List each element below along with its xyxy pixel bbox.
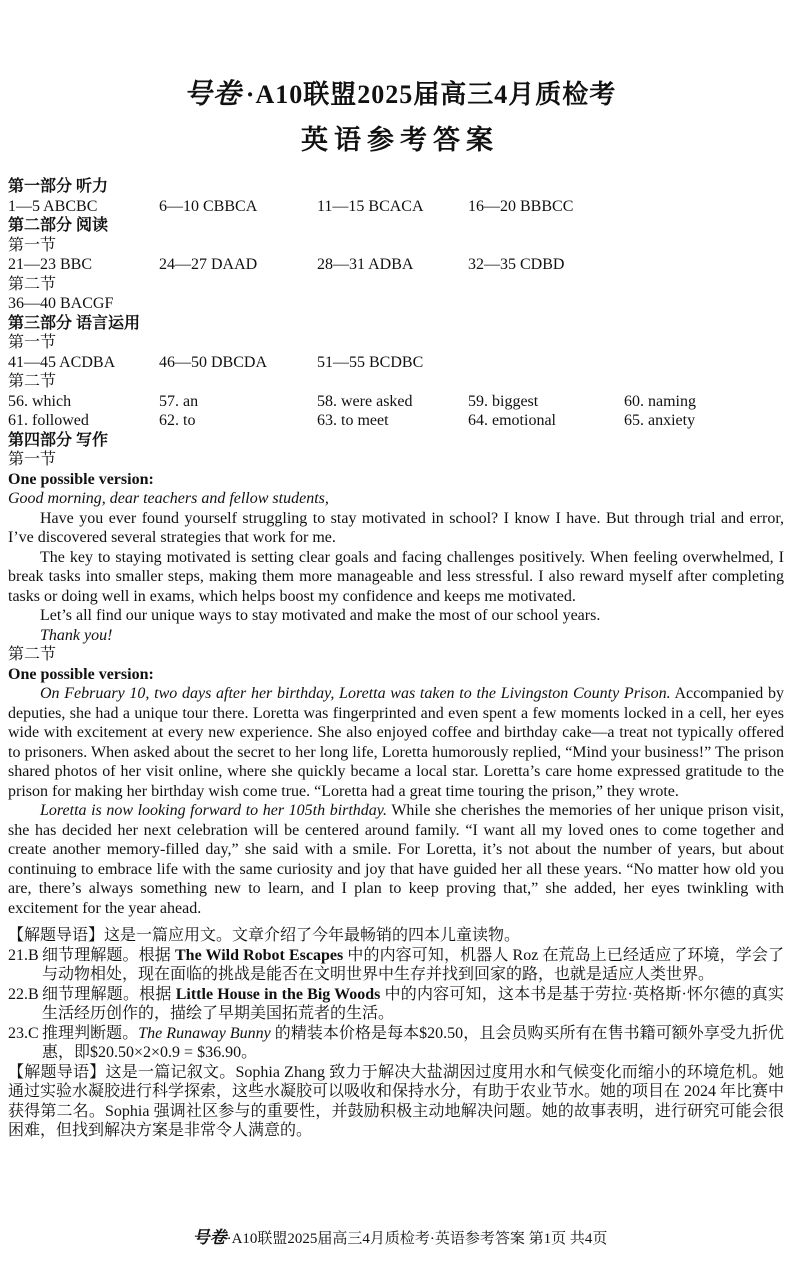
part4-heading: 第四部分 写作 xyxy=(8,431,109,449)
part3-heading: 第三部分 语言运用 xyxy=(8,314,141,332)
story-paragraph xyxy=(8,684,784,801)
part2-section2-label: 第二节 xyxy=(8,275,57,293)
answer-group: 11—15 BCACA xyxy=(317,197,424,215)
fill-answer: 59. biggest xyxy=(468,392,539,410)
page-footer xyxy=(0,1223,800,1248)
book-title: The Runaway Bunny xyxy=(138,1024,271,1042)
speech-paragraph: Let’s all find our unique ways to stay motivated and make the most of our school years. xyxy=(40,607,601,624)
answer-group: 46—50 DBCDA xyxy=(159,353,268,371)
fill-answer: 56. which xyxy=(8,392,72,410)
answer-key-title: 英语参考答案 xyxy=(301,125,499,155)
question-number: 23.C xyxy=(8,1024,39,1042)
part3-section1-answers xyxy=(8,353,784,373)
part2-section2-answer: 36—40 BACGF xyxy=(8,295,114,312)
part2-section1-label: 第一节 xyxy=(8,236,57,254)
explanation-body: 中的内容可知，这本书是基于劳拉·英格斯·怀尔德的真实生活经历创作的，描绘了早期美国拓荒者的生活。 xyxy=(42,985,784,1022)
speech-paragraph: The key to staying motivated is setting clear goals and facing challenges positively. When feeling overwhelmed, I break tasks into smaller steps, making them more manageable and less stressful. I also reward myself after completing tasks or doing well in exams, which helps boost my confidence and keeps me motivated. xyxy=(8,548,784,605)
version-label: One possible version: xyxy=(8,470,154,488)
fill-answer: 60. naming xyxy=(624,392,696,410)
explanation-body: 中的内容可知，机器人 Roz 在荒岛上已经适应了环境，学会了与动物相处，现在面临的挑战是能否在文明世界中生存并找到回家的路，也就是适应人类世界。 xyxy=(42,946,784,983)
part2-heading: 第二部分 阅读 xyxy=(8,217,109,234)
speech-closing: Thank you! xyxy=(40,626,113,644)
answer-group: 21—23 BBC xyxy=(8,256,93,273)
footer-text: ·A10联盟2025届高三4月质检考·英语参考答案 第1页 共4页 xyxy=(226,1231,608,1247)
fill-answer: 61. followed xyxy=(8,412,89,429)
question-number: 21.B xyxy=(8,946,39,964)
story-lead-sentence: On February 10, two days after her birthday, Loretta was taken to the Livingston County Prison. xyxy=(40,685,671,702)
book-title: The Wild Robot Escapes xyxy=(175,946,344,964)
answer-group: 24—27 DAAD xyxy=(159,256,258,273)
part1-heading: 第一部分 听力 xyxy=(8,178,109,195)
answer-group: 1—5 ABCBC xyxy=(8,197,98,215)
fill-answer: 58. were asked xyxy=(317,392,413,410)
part2-section1-answers xyxy=(8,255,784,275)
explanation-21 xyxy=(8,946,784,985)
explanation-text xyxy=(42,946,784,985)
explanation-prefix: 细节理解题。根据 xyxy=(42,985,176,1003)
page-header xyxy=(0,72,800,157)
part4-section1-label: 第一节 xyxy=(8,451,57,468)
part3-section1-label: 第一节 xyxy=(8,334,57,351)
answer-group: 32—35 CDBD xyxy=(468,256,565,273)
explanation-22 xyxy=(8,985,784,1024)
story-paragraph xyxy=(8,801,784,918)
story-text: While she cherishes the memories of her unique prison visit, she has decided her next celebration will be centered around family. “I want all my loved ones to come together and create another memory-filled day,” she said with a smile. For Loretta, it’s not about the number of years, but about continuing to embrace life with the same curiosity and joy that have guided her all these years. “No matter how old you are, there’s always something new to learn, and I plan to keep proving that,” she added, her eyes twinkling with excitement for the year ahead. xyxy=(8,802,785,917)
speech-paragraph: Have you ever found yourself struggling to stay motivated in school? I know I have. But through trial and error, I’ve discovered several strategies that work for me. xyxy=(8,509,784,546)
story-text: Accompanied by deputies, she had a unique tour there. Loretta was fingerprinted and even spent a few moments locked in a cell, her eyes wide with excitement at every new experience. She also enjoyed coffee and birthday cake—a treat not typically offered to prisoners. When asked about the secret to her long life, Loretta humorously replied, “Mind your business!” The prison shared photos of her visit online, where she quickly became a local star. Loretta’s care home expressed gratitude to the prison for making her birthday wish come true. “Loretta had a great time touring the prison,” they wrote. xyxy=(8,685,785,800)
answer-group: 51—55 BCDBC xyxy=(317,353,424,371)
reading-guide: 【解题导语】这是一篇记叙文。Sophia Zhang 致力于解决大盐湖因过度用水和气候变化而缩小的环境危机。她通过实验水凝胶进行科学探索，这些水凝胶可以吸收和保持水分，有助于农业节水。她的项目在 2024 年比赛中获得第二名。Sophia 强调社区参与的重要性，并鼓励积极主动地解决问题。她的故事表明，进行研究可能会很困难，但找到解决方案是非常令人满意的。 xyxy=(8,1063,785,1139)
answer-group: 41—45 ACDBA xyxy=(8,353,116,371)
explanation-body: 的精装本价格是每本$20.50，且会员购买所有在售书籍可额外享受九折优惠，即$20.50×2×0.9 = $36.90。 xyxy=(42,1024,784,1061)
part3-section2-row1 xyxy=(8,392,784,412)
part4-section2-label: 第二节 xyxy=(8,646,57,663)
fill-answer: 63. to meet xyxy=(317,412,389,429)
footer-brand-logo: 号卷 xyxy=(192,1228,227,1247)
answer-content xyxy=(8,177,784,1141)
explanation-prefix: 推理判断题。 xyxy=(42,1024,139,1042)
fill-answer: 64. emotional xyxy=(468,412,556,429)
answer-group: 6—10 CBBCA xyxy=(159,197,258,215)
part3-section2-row2 xyxy=(8,411,784,431)
exam-title xyxy=(0,72,800,112)
speech-greeting: Good morning, dear teachers and fellow students, xyxy=(8,490,329,507)
explanation-prefix: 细节理解题。根据 xyxy=(42,946,175,964)
fill-answer: 65. anxiety xyxy=(624,412,696,429)
reading-guide: 【解题导语】这是一篇应用文。文章介绍了今年最畅销的四本儿童读物。 xyxy=(8,927,521,944)
explanation-text xyxy=(42,1024,784,1063)
brand-logo: 号卷 xyxy=(183,79,242,110)
part3-section2-label: 第二节 xyxy=(8,373,57,390)
book-title: Little House in the Big Woods xyxy=(175,985,381,1003)
part1-answers xyxy=(8,197,784,217)
story-lead-sentence: Loretta is now looking forward to her 105th birthday. xyxy=(40,802,388,819)
version-label: One possible version: xyxy=(8,665,154,683)
question-number: 22.B xyxy=(8,985,39,1003)
answer-group: 28—31 ADBA xyxy=(317,256,414,273)
fill-answer: 62. to xyxy=(159,412,196,429)
exam-title-text: ·A10联盟2025届高三4月质检考 xyxy=(245,80,617,109)
fill-answer: 57. an xyxy=(159,392,199,410)
answer-group: 16—20 BBBCC xyxy=(468,197,574,215)
explanation-23 xyxy=(8,1024,784,1063)
explanation-text xyxy=(42,985,784,1024)
